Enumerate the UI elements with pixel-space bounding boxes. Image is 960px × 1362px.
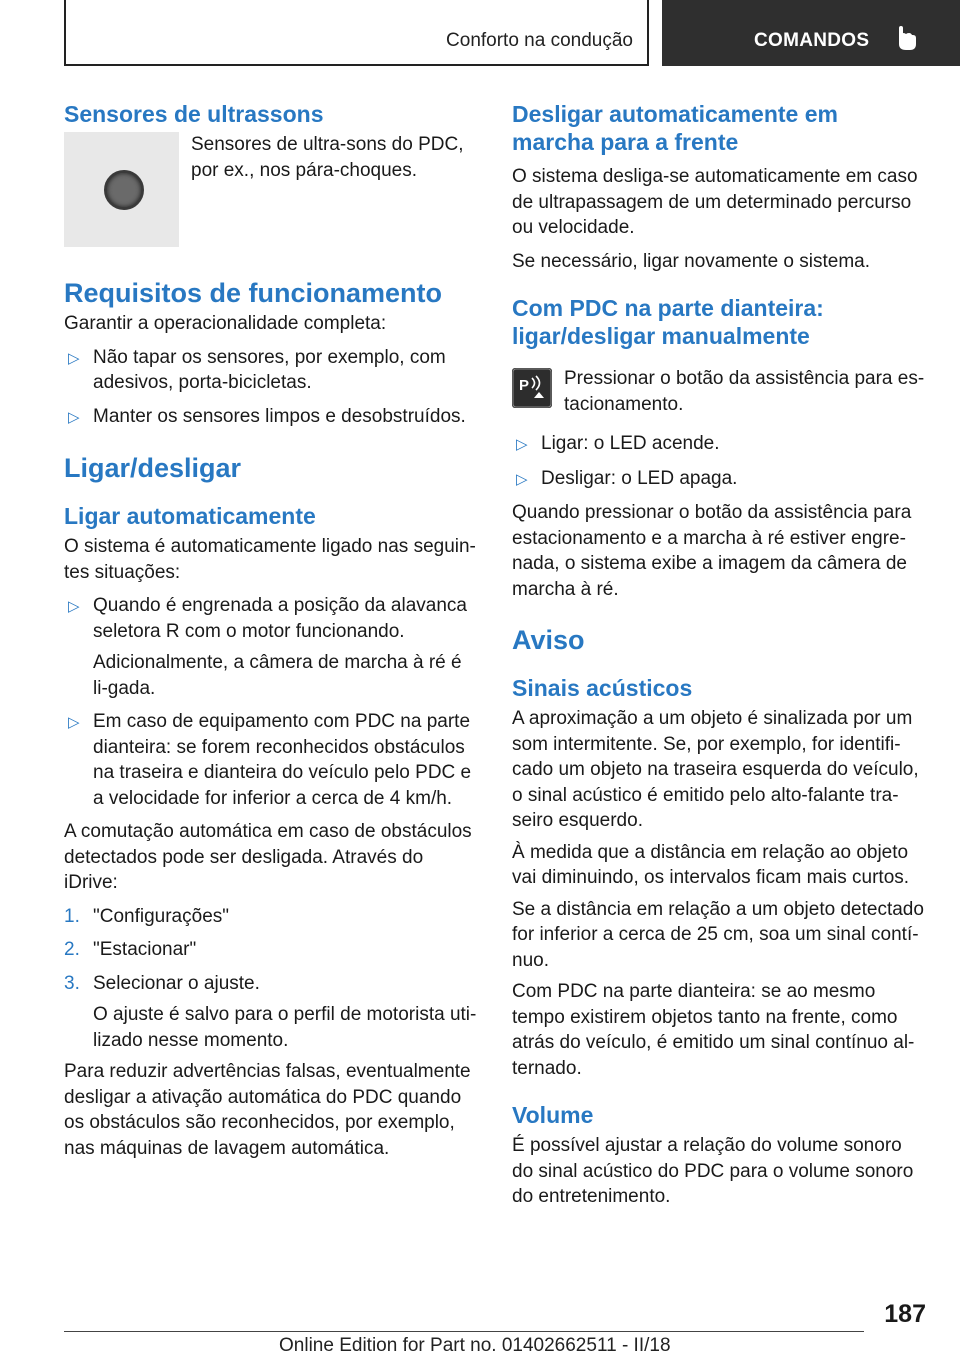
sensor-icon — [104, 170, 144, 210]
page-number: 187 — [884, 1300, 926, 1328]
sinais-p2: À medida que a distância em relação ao objeto vai diminuindo, os intervalos ficam mais curtos. — [512, 841, 910, 888]
sensor-block — [64, 132, 480, 247]
sinais-p1: A aproximação a um objeto é sinalizada por um som intermitente. Se, por exemplo, for identifi-cado um objeto na traseira esquerda do veículo, o sinal acústico é emitido pelo alto-falante tra-seiro esquerdo. — [512, 708, 919, 831]
list-item: ▷ Desligar: o LED apaga. — [512, 466, 926, 493]
sinais-p4: Com PDC na parte dianteira: se ao mesmo tempo existirem objetos tanto na frente, como atrás do veículo, é emitido um sinal contínuo al-ternado. — [512, 981, 915, 1079]
requisitos-intro: Garantir a operacionalidade completa: — [64, 313, 387, 334]
step3-note: O ajuste é salvo para o perfil de motorista uti-lizado nesse momento. — [93, 1004, 477, 1051]
auto-bullet1-note: Adicionalmente, a câmera de marcha à ré é li-gada. — [93, 652, 462, 699]
final-text: Para reduzir advertências falsas, eventualmente desligar a ativação automática do PDC quando os obstáculos são reconhecidos, por exemplo, nas máquinas de lavagem automática. — [64, 1061, 471, 1159]
aviso-heading: Aviso — [512, 625, 585, 655]
list-item: ▷ Manter os sensores limpos e desobstruídos. — [64, 404, 480, 431]
pdc-heading: Com PDC na parte dianteira: ligar/desligar manualmente — [512, 295, 824, 349]
auto-heading: Ligar automaticamente — [64, 503, 316, 529]
ligar-heading: Ligar/desligar — [64, 453, 242, 483]
header-section-title: Conforto na condução — [446, 30, 633, 51]
step-item: 1. "Configurações" — [64, 905, 230, 927]
triangle-right-icon: ▷ — [68, 598, 80, 615]
sinais-p3: Se a distância em relação a um objeto detectado for inferior a cerca de 25 cm, soa um sinal contí-nuo. — [512, 898, 924, 971]
park-assist-button-icon — [512, 368, 552, 408]
right-column — [512, 100, 926, 1210]
step-item: 2. "Estacionar" — [64, 939, 197, 960]
list-item: ▷ Não tapar os sensores, por exemplo, com adesivos, porta-bicicletas. — [64, 345, 480, 396]
svg-text:P: P — [519, 377, 530, 394]
volume-heading: Volume — [512, 1102, 594, 1128]
pdc-button-block — [512, 366, 926, 417]
left-column — [64, 100, 480, 1161]
header-section-box — [64, 0, 649, 66]
pdc-text: Pressionar o botão da assistência para es-tacionamento. — [564, 368, 925, 415]
footer-divider — [64, 1331, 864, 1332]
sensores-heading: Sensores de ultrassons — [64, 101, 324, 127]
page-header — [0, 0, 960, 66]
footer-edition: Online Edition for Part no. 01402662511 - II/18 — [279, 1335, 671, 1356]
header-chapter-title: COMANDOS — [754, 30, 870, 51]
auto-intro: O sistema é automaticamente ligado nas seguin-tes situações: — [64, 536, 476, 583]
triangle-right-icon: ▷ — [68, 408, 80, 426]
comutacao-text: A comutação automática em caso de obstáculos detectados pode ser desligada. Através do iDrive: — [64, 821, 472, 893]
desligar-heading: Desligar automaticamente em marcha para a frente — [512, 101, 838, 155]
sinais-heading: Sinais acústicos — [512, 675, 693, 701]
list-item: ▷ Quando é engrenada a posição da alavanca seletora R com o motor funcionando. — [64, 593, 480, 644]
sensores-text: Sensores de ultra-sons do PDC, por ex., nos pára-choques. — [191, 134, 464, 181]
park-assist-symbol-icon — [512, 368, 552, 408]
triangle-right-icon: ▷ — [516, 470, 528, 488]
desligar-text-2: Se necessário, ligar novamente o sistema. — [512, 250, 871, 272]
pdc-after-text: Quando pressionar o botão da assistência para estacionamento e a marcha à ré estiver engre-nada, o sistema exibe a imagem da câmera de marcha à ré. — [512, 502, 912, 600]
header-chapter-tab — [662, 0, 960, 66]
desligar-text: O sistema desliga-se automaticamente em caso de ultrapassagem de um determinado percurso ou velocidade. — [512, 166, 918, 238]
pointing-hand-icon — [896, 24, 918, 52]
ultrasonic-sensor-image — [64, 132, 179, 247]
list-item: ▷ Ligar: o LED acende. — [512, 431, 926, 458]
list-item: ▷ Em caso de equipamento com PDC na parte dianteira: se forem reconhecidos obstáculos na traseira e dianteira do veículo pelo PDC e a velocidade for inferior a cerca de 4 km/h. — [64, 709, 480, 811]
triangle-right-icon: ▷ — [516, 436, 528, 453]
requisitos-heading: Requisitos de funcionamento — [64, 278, 443, 308]
triangle-right-icon: ▷ — [68, 714, 80, 731]
triangle-right-icon: ▷ — [68, 349, 80, 367]
volume-text: É possível ajustar a relação do volume sonoro do sinal acústico do PDC para o volume sonoro do entretenimento. — [512, 1135, 914, 1207]
step-item: 3. Selecionar o ajuste. — [64, 972, 260, 994]
